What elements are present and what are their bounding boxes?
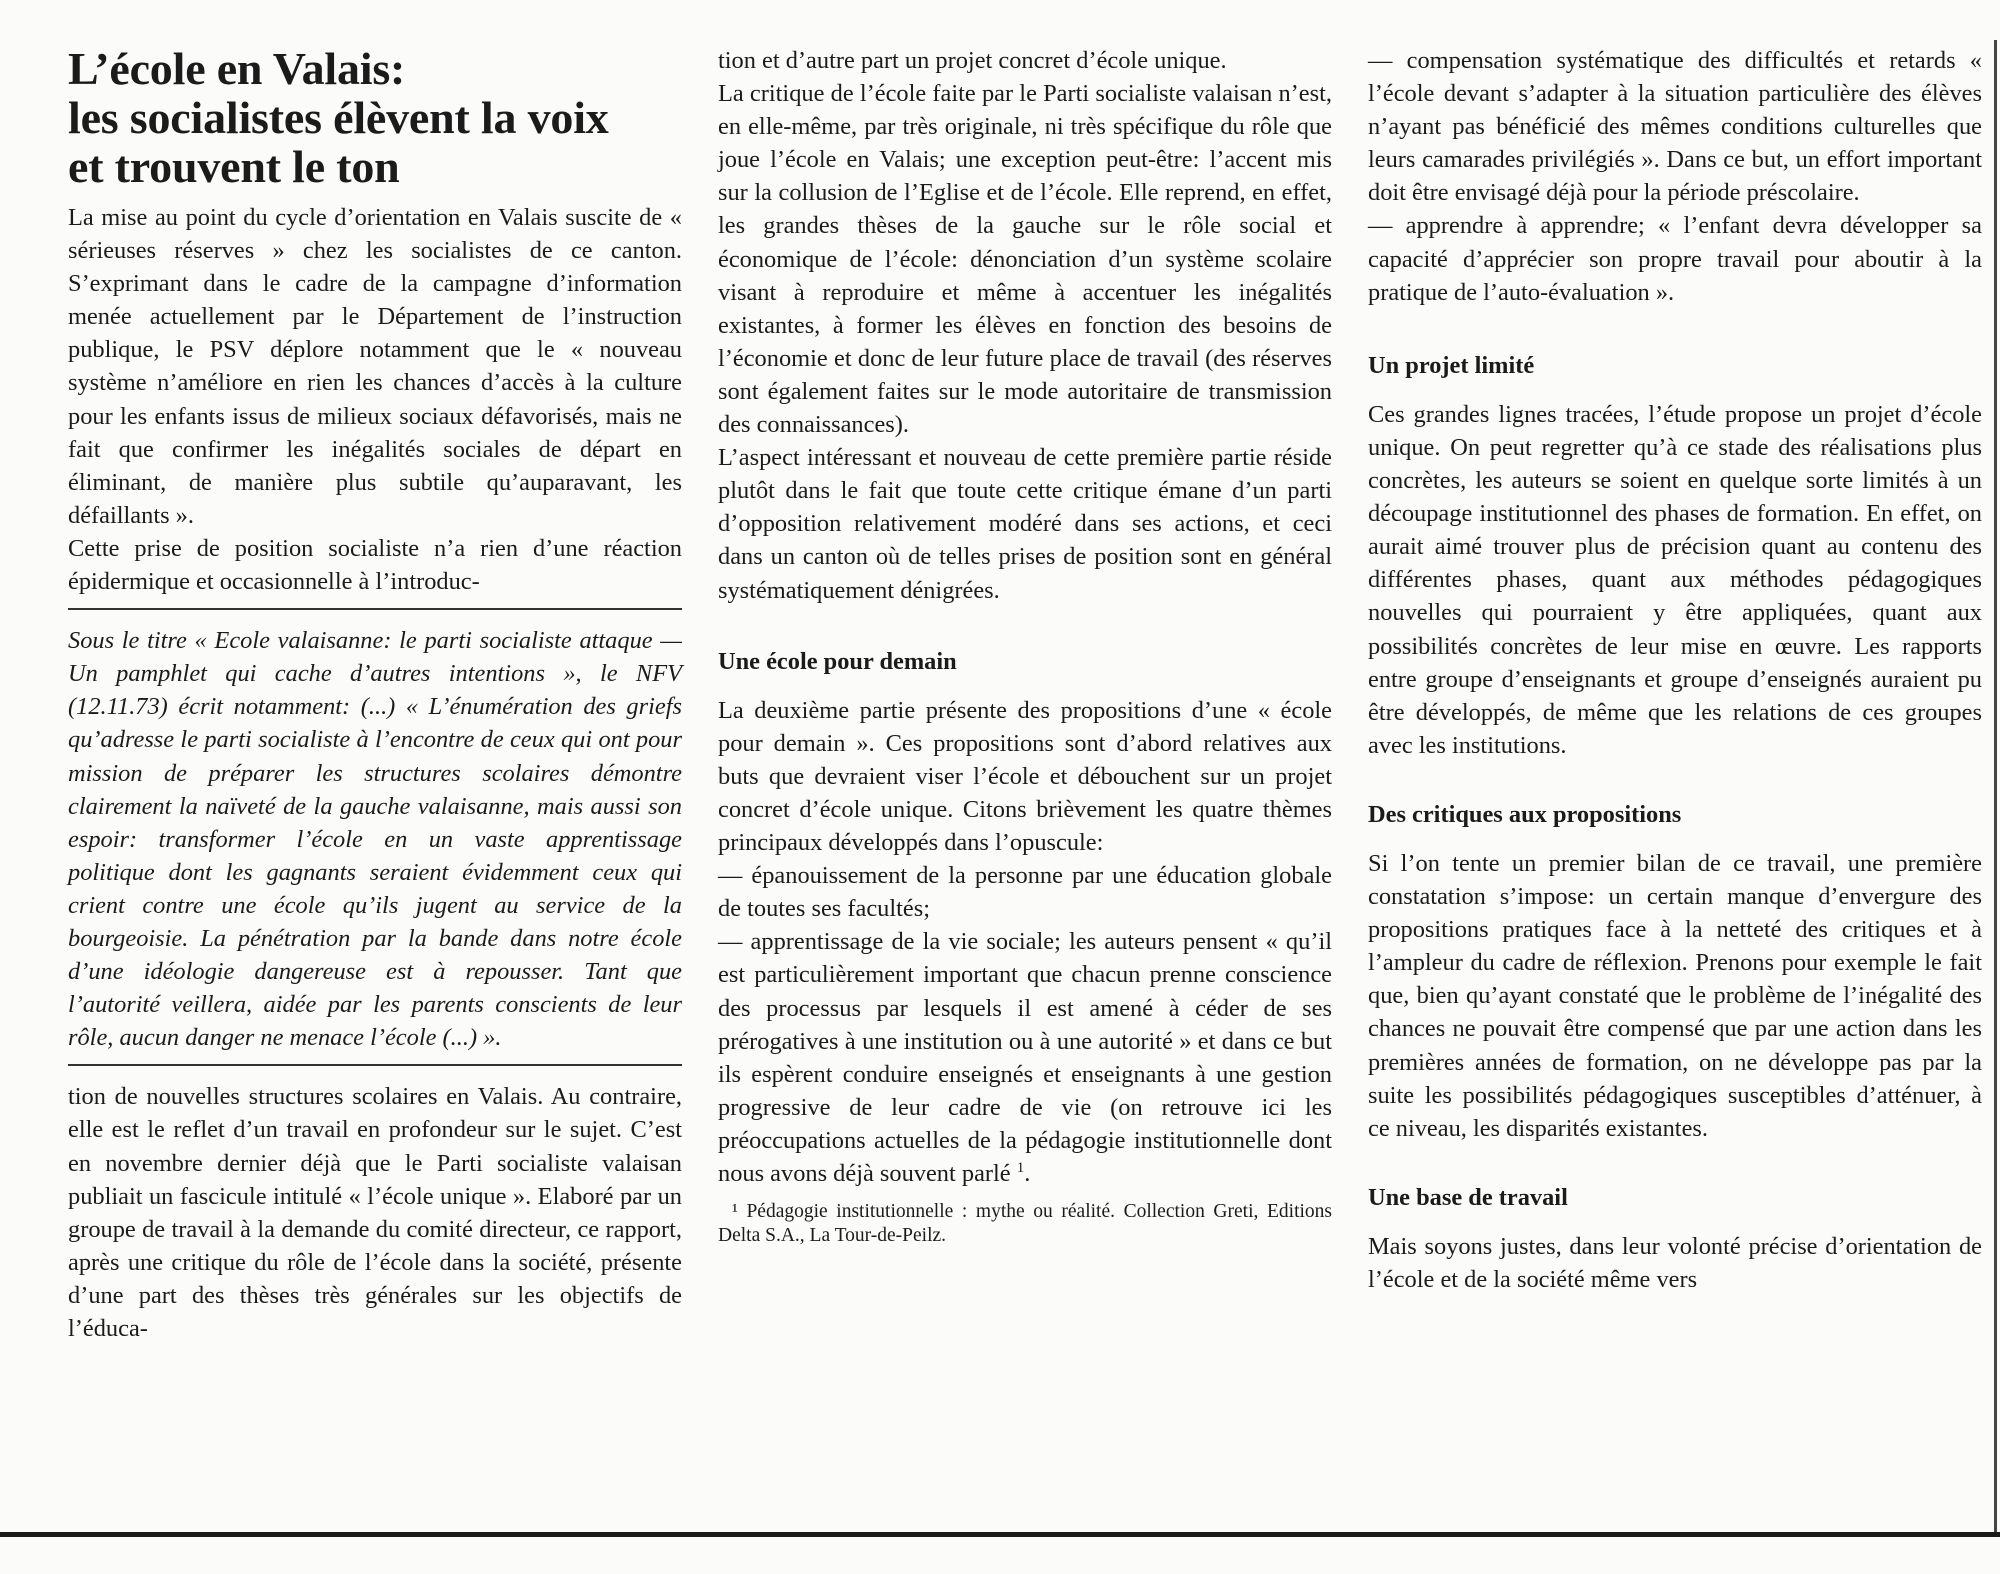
footnote-marker: 1 xyxy=(1016,1159,1025,1176)
paragraph-end-punct: . xyxy=(1024,1160,1031,1187)
col2-section-paragraph-with-note xyxy=(718,925,1332,1190)
col3-section-4: Mais soyons justes, dans leur volonté précise d’orientation de l’école et de la société même vers xyxy=(1368,1232,1982,1293)
column-2 xyxy=(718,44,1332,1248)
quote-top-rule xyxy=(68,608,682,610)
title-line-1: L’école en Valais: xyxy=(68,43,406,94)
intro-paragraph: La mise au point du cycle d’orientation en Valais suscite de « sérieuses réserves » chez les socialistes de ce canton. S’exprimant dans le cadre de la campagne d’information menée actuellement par le Département de l’instruction publique, le PSV déplore notamment que le « nouveau système n’améliore en rien les chances d’accès à la culture pour les enfants issus de milieux sociaux défavorisés, mais ne fait que confirmer les inégalités sociales de départ en éliminant, de manière plus subtile qu’auparavant, les défaillants ». xyxy=(68,204,682,529)
col2-paragraph: L’aspect intéressant et nouveau de cette première partie réside plutôt dans le fait que toute cette critique émane d’un parti d’opposition relativement modéré dans ses actions, et ceci dans un canton où de telles prises de position sont en général systématiquement dénigrées. xyxy=(718,444,1332,604)
boxed-quote: Sous le titre « Ecole valaisanne: le parti socialiste attaque — Un pamphlet qui cache d’autres intentions », le NFV (12.11.73) écrit notamment: (...) « L’énumération des griefs qu’adresse le parti socialiste à l’encontre de ceux qui ont pour mission de préparer les structures scolaires démontre clairement la naïveté de la gauche valaisanne, mais aussi son espoir: transformer l’école en un vaste apprentissage politique dont les gagnants seraient évidemment ceux qui crient contre une école qu’ils jugent au service de la bourgeoisie. La pénétration par la bande dans notre école d’une idéologie dangereuse est à repousser. Tant que l’autorité veillera, aidée par les parents conscients de leur rôle, aucun danger ne menace l’école (...) ». xyxy=(68,627,682,1052)
col2-section-paragraph: — épanouissement de la personne par une éducation globale de toutes ses facultés; xyxy=(718,862,1332,923)
col2-section-paragraph: La deuxième partie présente des propositions d’une « école pour demain ». Ces propositions sont d’abord relatives aux buts que devraient viser l’école et débouchent sur un projet concret d’école unique. Citons brièvement les quatre thèmes principaux développés dans l’opuscule: xyxy=(718,696,1332,857)
subhead-projet-limite: Un projet limité xyxy=(1368,351,1535,379)
page-bottom-rule xyxy=(0,1532,2000,1537)
title-line-2: les socialistes élèvent la voix xyxy=(68,92,609,143)
intro-paragraph-2: Cette prise de position socialiste n’a rien d’une réaction épidermique et occasionnelle à l’introduc- xyxy=(68,534,682,596)
col3-section-3: Si l’on tente un premier bilan de ce travail, une première constatation s’impose: un certain manque d’envergure des propositions pratiques face à la netteté des critiques et à l’ampleur du cadre de réflexion. Prenons pour exemple le fait que, bien qu’ayant constaté que le problème de l’inégalité des chances ne pouvait être compensé que par une action dans les premières années de formation, on ne développe pas par la suite les possibilités pédagogiques susceptibles d’atténuer, à ce niveau, les disparités existantes. xyxy=(1368,849,1982,1142)
col3-paragraph: — compensation systématique des difficultés et retards « l’école devant s’adapter à la situation particulière des élèves n’ayant pas bénéficié des mêmes conditions culturelles que leurs camarades privilégiés ». Dans ce but, un effort important doit être envisagé déjà pour la période préscolaire. xyxy=(1368,47,1982,207)
title-line-3: et trouvent le ton xyxy=(68,141,400,192)
col3-paragraph: — apprendre à apprendre; « l’enfant devra développer sa capacité d’apprécier son propre travail pour aboutir à la pratique de l’auto-évaluation ». xyxy=(1368,212,1982,306)
page-edge-rule xyxy=(1994,40,1997,1534)
quote-bottom-rule xyxy=(68,1064,682,1066)
column-1 xyxy=(68,44,682,1345)
subhead-ecole-pour-demain: Une école pour demain xyxy=(718,647,957,675)
subhead-base-de-travail: Une base de travail xyxy=(1368,1183,1568,1211)
col2-paragraph: tion et d’autre part un projet concret d’école unique. xyxy=(718,47,1227,74)
subhead-critiques-propositions: Des critiques aux propositions xyxy=(1368,800,1682,828)
footnote: ¹ Pédagogie institutionnelle : mythe ou réalité. Collection Greti, Editions Delta S.A., La Tour-de-Peilz. xyxy=(718,1201,1332,1247)
col3-section-2: Ces grandes lignes tracées, l’étude propose un projet d’école unique. On peut regretter qu’à ce stade des réalisations plus concrètes, les auteurs se soient en quelque sorte limités à un découpage institutionnel des phases de formation. En effet, on aurait aimé trouver plus de précision quant au contenu des différentes phases, quant aux méthodes pédagogiques nouvelles qui pourraient y être appliquées, quant aux possibilités concrètes de leur mise en œuvre. Les rapports entre groupe d’enseignants et groupe d’enseignés auraient pu être développés, de même que les relations de ces groupes avec les institutions. xyxy=(1368,400,1982,759)
col2-section-paragraph-text: — apprentissage de la vie sociale; les auteurs pensent « qu’il est particulièrement important que chacun prenne conscience des processus par lesquels il est amené à céder de ses prérogatives à une institution ou à une autorité » et dans ce but ils espèrent conduire enseignés et enseignants à une gestion progressive de leur cadre de vie (on retrouve ici les préoccupations actuelles de la pédagogie institutionnelle dont nous avons déjà souvent parlé xyxy=(718,928,1332,1187)
col2-paragraph: La critique de l’école faite par le Parti socialiste valaisan n’est, en elle-même, par très originale, ni très spécifique du rôle que joue l’école en Valais; une exception peut-être: l’accent mis sur la collusion de l’Eglise et de l’école. Elle reprend, en effet, les grandes thèses de la gauche sur le rôle social et économique de l’école: dénonciation d’un système scolaire visant à reproduire et même à accentuer les inégalités existantes, à former les élèves en fonction des besoins de l’économie et donc de leur future place de travail (des réserves sont également faites sur le mode autoritaire de transmission des connaissances). xyxy=(718,80,1332,439)
column-1-continuation: tion de nouvelles structures scolaires en Valais. Au contraire, elle est le reflet d’un travail en profondeur sur le sujet. C’est en novembre dernier déjà que le Parti socialiste valaisan publiait un fascicule intitulé « l’école unique ». Elaboré par un groupe de travail à la demande du comité directeur, ce rapport, après une critique du rôle de l’école dans la société, présente d’une part des thèses très générales sur les objectifs de l’éduca- xyxy=(68,1083,682,1342)
article-title xyxy=(68,44,682,191)
column-3 xyxy=(1368,44,1982,1296)
